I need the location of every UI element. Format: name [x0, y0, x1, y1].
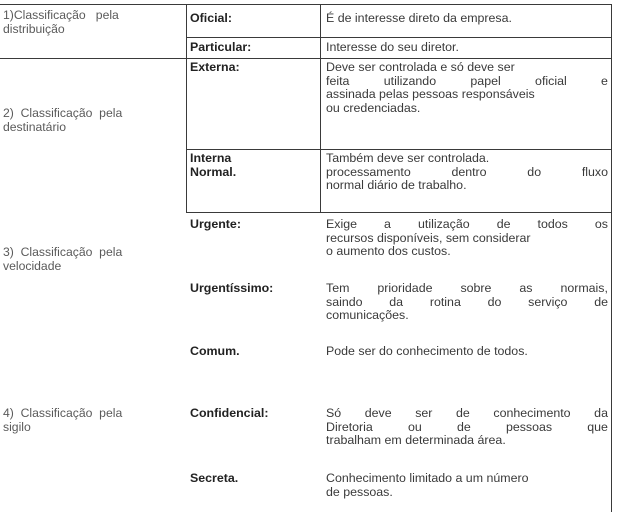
description-word: as — [519, 281, 533, 295]
description-word: que — [587, 419, 608, 434]
term-secreta — [190, 472, 238, 486]
description-oficial — [326, 12, 608, 26]
description-word: utilização — [418, 217, 470, 231]
term-label: Normal. — [190, 164, 237, 179]
category-label: velocidade — [3, 258, 62, 273]
description-line: Deve ser controlada e só deve ser — [326, 60, 515, 74]
description-word: da — [389, 294, 404, 309]
description-word: de — [456, 419, 471, 434]
category-velocidade — [3, 246, 122, 273]
description-word: os — [594, 217, 608, 231]
description-word: todos — [537, 217, 568, 231]
term-label: Secreta. — [190, 471, 239, 485]
description-word: de — [594, 294, 608, 309]
term-label: Particular: — [190, 40, 252, 54]
description-word: do — [487, 294, 502, 309]
description-word: feita — [326, 73, 350, 88]
term-confidencial — [190, 407, 268, 421]
description-word: prioridade — [377, 281, 433, 295]
term-urgente — [190, 218, 241, 232]
description-externa — [326, 61, 608, 115]
description-word: ou — [408, 419, 422, 434]
category-label: sigilo — [3, 419, 31, 434]
term-label: Externa: — [190, 60, 240, 74]
table-rule — [0, 58, 611, 59]
description-urgentissimo — [326, 282, 608, 323]
description-word: utilizando — [383, 73, 437, 88]
description-line — [326, 296, 608, 310]
description-line — [326, 407, 608, 421]
column-divider — [186, 4, 187, 212]
description-word: e — [601, 73, 608, 88]
description-confidencial — [326, 407, 608, 448]
category-distribuicao — [3, 9, 119, 36]
category-label: 3) Classificação pela — [3, 245, 123, 259]
description-word: de — [456, 406, 470, 420]
description-word: Só — [326, 406, 342, 420]
category-sigilo — [3, 407, 122, 434]
description-word: pessoas — [505, 419, 553, 434]
description-line: É de interesse direto da empresa. — [326, 11, 512, 25]
description-line — [326, 75, 608, 89]
description-line: normal diário de trabalho. — [326, 178, 467, 193]
description-interna-normal — [326, 152, 608, 193]
table-rule — [186, 37, 611, 38]
description-particular — [326, 41, 608, 55]
table-rule — [0, 4, 611, 5]
description-word: Exige — [326, 217, 357, 231]
term-label: Confidencial: — [190, 406, 269, 420]
description-word: do — [527, 164, 542, 179]
description-line: Interesse do seu diretor. — [326, 40, 459, 54]
description-word: saindo — [326, 294, 363, 309]
term-comum — [190, 345, 240, 359]
description-word: papel — [470, 73, 501, 88]
term-particular — [190, 41, 251, 55]
term-label: Urgente: — [190, 217, 241, 231]
description-word: Diretoria — [326, 419, 373, 434]
term-label: Comum. — [190, 344, 240, 358]
term-label: Interna — [190, 151, 232, 165]
description-word: normais, — [560, 281, 608, 295]
description-word: deve — [364, 406, 392, 420]
description-word: ser — [415, 406, 433, 420]
term-interna-normal — [190, 152, 236, 179]
description-line: assinada pelas pessoas responsáveis — [326, 87, 535, 102]
description-line — [326, 166, 608, 180]
category-label: 4) Classificação pela — [3, 406, 123, 420]
description-word: Tem — [326, 281, 350, 295]
term-externa — [190, 61, 240, 75]
description-line: ou credenciadas. — [326, 100, 421, 115]
category-label: destinatário — [3, 119, 67, 134]
description-word: serviço — [528, 294, 568, 309]
term-label: Urgentíssimo: — [190, 281, 274, 295]
description-word: oficial — [535, 73, 567, 88]
description-line — [326, 421, 608, 435]
description-word: sobre — [460, 281, 492, 295]
column-divider — [611, 4, 612, 512]
description-line: o aumento dos custos. — [326, 244, 451, 259]
description-word: da — [594, 406, 608, 420]
term-oficial — [190, 12, 232, 26]
description-comum — [326, 345, 608, 359]
description-line — [326, 218, 608, 232]
category-destinatario — [3, 107, 122, 134]
description-word: processamento — [326, 164, 411, 179]
description-secreta — [326, 472, 608, 499]
description-urgente — [326, 218, 608, 259]
table-rule — [186, 212, 611, 213]
description-line: Também deve ser controlada. — [326, 151, 490, 165]
table-rule — [186, 149, 611, 150]
description-line: Conhecimento limitado a um número — [326, 471, 529, 485]
column-divider — [320, 4, 321, 212]
description-line — [326, 282, 608, 296]
term-label: Oficial: — [190, 11, 232, 25]
category-label: 2) Classificação pela — [3, 106, 123, 120]
description-line: Pode ser do conhecimento de todos. — [326, 344, 528, 358]
description-word: rotina — [429, 294, 461, 309]
category-label: 1)Classificação pela — [3, 8, 119, 22]
description-word: a — [384, 217, 391, 231]
description-line: de pessoas. — [326, 484, 393, 499]
description-word: de — [496, 217, 511, 231]
description-line: trabalham em determinada área. — [326, 433, 506, 448]
description-word: dentro — [451, 164, 487, 179]
description-word: fluxo — [581, 164, 608, 179]
category-label: distribuição — [3, 21, 65, 36]
description-word: conhecimento — [493, 406, 571, 420]
description-line: comunicações. — [326, 308, 409, 323]
term-urgentissimo — [190, 282, 273, 296]
description-line: recursos disponíveis, sem considerar — [326, 230, 531, 245]
